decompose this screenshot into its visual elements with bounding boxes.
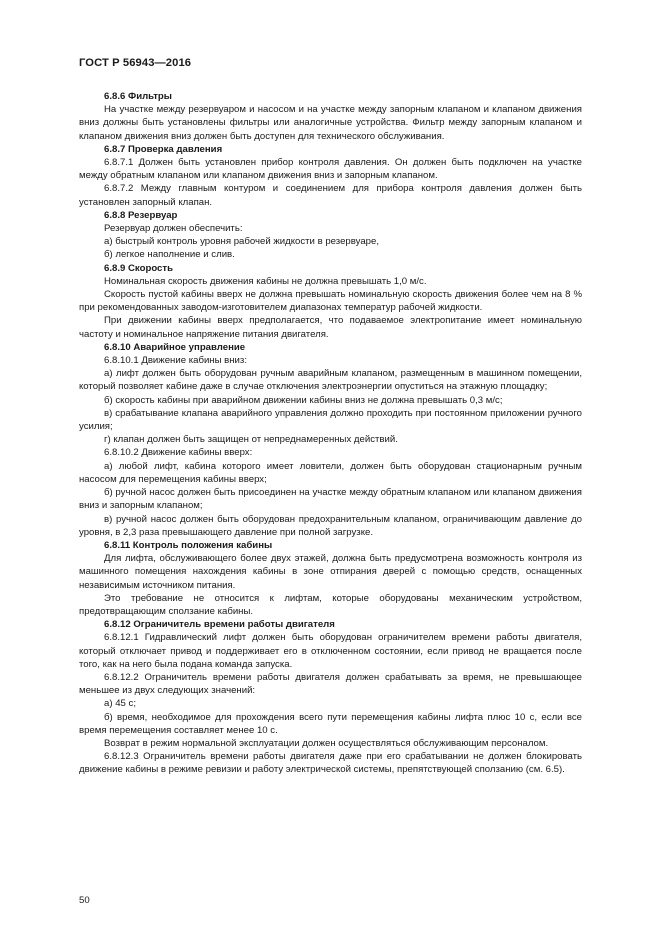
section-heading: 6.8.6 Фильтры [104, 91, 172, 102]
paragraph: 6.8.12.1 Гидравлический лифт должен быть оборудован ограничителем времени работы двигателя, который отключает привод и поддерживает его в отключенном состоянии, если привод не вращается после того, как на него была подана команда запуска. [79, 632, 582, 670]
section-heading: 6.8.12 Ограничитель времени работы двигателя [104, 619, 335, 631]
paragraph: На участке между резервуаром и насосом и на участке между запорным клапаном и клапаном движения вниз должны быть установлены фильтры или аналогичные устройства. Фильтр между запорным клапаном и клапаном движения вниз должен быть доступен для технического обслуживания. [79, 104, 582, 142]
section-heading: 6.8.8 Резервуар [104, 209, 178, 221]
paragraph: 6.8.10.2 Движение кабины вверх: [104, 447, 253, 459]
paragraph: Возврат в режим нормальной эксплуатации должен осуществляться обслуживающим персоналом. [104, 737, 549, 749]
document-body [79, 90, 582, 777]
paragraph: а) лифт должен быть оборудован ручным аварийным клапаном, размещенным в машинном помещении, который позволяет кабине даже в случае отключения электроэнергии опуститься на этажную площадку; [79, 368, 582, 393]
paragraph: б) время, необходимое для прохождения всего пути перемещения кабины лифта плюс 10 с, если все время перемещения составляет менее 10 с. [79, 711, 582, 736]
section-heading: 6.8.11 Контроль положения кабины [104, 539, 273, 551]
section-heading: 6.8.7 Проверка давления [104, 143, 223, 155]
paragraph: 6.8.7.2 Между главным контуром и соединением для прибора контроля давления должен быть установлен запорный клапан. [79, 183, 582, 208]
paragraph: Для лифта, обслуживающего более двух этажей, должна быть предусмотрена возможность контроля из машинного помещения нахождения кабины в зоне отпирания дверей с помощью средств, оснащенных независимым источником питания. [79, 553, 582, 591]
paragraph: б) ручной насос должен быть присоединен на участке между обратным клапаном или клапаном движения вниз и запорным клапаном; [79, 487, 582, 512]
paragraph: Резервуар должен обеспечить: [104, 223, 243, 235]
paragraph: г) клапан должен быть защищен от непреднамеренных действий. [104, 434, 398, 446]
paragraph: а) 45 с; [104, 698, 136, 710]
page-number: 50 [79, 895, 90, 906]
document-header: ГОСТ Р 56943—2016 [79, 57, 192, 69]
paragraph: б) скорость кабины при аварийном движении кабины вниз не должна превышать 0,3 м/с; [104, 394, 503, 406]
paragraph: Это требование не относится к лифтам, которые оборудованы механическим устройством, предотвращающим сползание кабины. [79, 592, 582, 617]
paragraph: 6.8.12.2 Ограничитель времени работы двигателя должен срабатывать за время, не превышающее меньшее из двух следующих значений: [79, 671, 582, 697]
paragraph: в) ручной насос должен быть оборудован предохранительным клапаном, ограничивающим давление до уровня, в 2,3 раза превышающего давление при полной загрузке. [79, 513, 582, 538]
paragraph: 6.8.7.1 Должен быть установлен прибор контроля давления. Он должен быть подключен на участке между обратным клапаном или клапаном движения вниз и запорным клапаном. [79, 157, 582, 182]
paragraph: а) любой лифт, кабина которого имеет ловители, должен быть оборудован стационарным ручным насосом для перемещения кабины вверх; [79, 460, 582, 485]
paragraph: 6.8.10.1 Движение кабины вниз: [104, 355, 247, 367]
paragraph: а) быстрый контроль уровня рабочей жидкости в резервуаре, [104, 236, 380, 248]
paragraph: в) срабатывание клапана аварийного управления должно проходить при постоянном приложении ручного усилия; [79, 407, 582, 433]
paragraph: 6.8.12.3 Ограничитель времени работы двигателя даже при его срабатывании не должен блокировать движение кабины в режиме ревизии и работу электрической системы, препятствующей сползанию (см. 6.5). [79, 751, 582, 776]
paragraph: Номинальная скорость движения кабины не должна превышать 1,0 м/с. [104, 275, 427, 287]
paragraph: б) легкое наполнение и слив. [104, 249, 235, 261]
paragraph: При движении кабины вверх предполагается, что подаваемое электропитание имеет номинальную частоту и номинальное напряжение питания двигателя. [79, 315, 582, 340]
section-heading: 6.8.9 Скорость [104, 262, 173, 274]
section-heading: 6.8.10 Аварийное управление [104, 341, 246, 353]
paragraph: Скорость пустой кабины вверх не должна превышать номинальную скорость движения более чем на 8 % при рекомендованных заводом-изготовителем диапазонах температур рабочей жидкости. [79, 289, 582, 314]
